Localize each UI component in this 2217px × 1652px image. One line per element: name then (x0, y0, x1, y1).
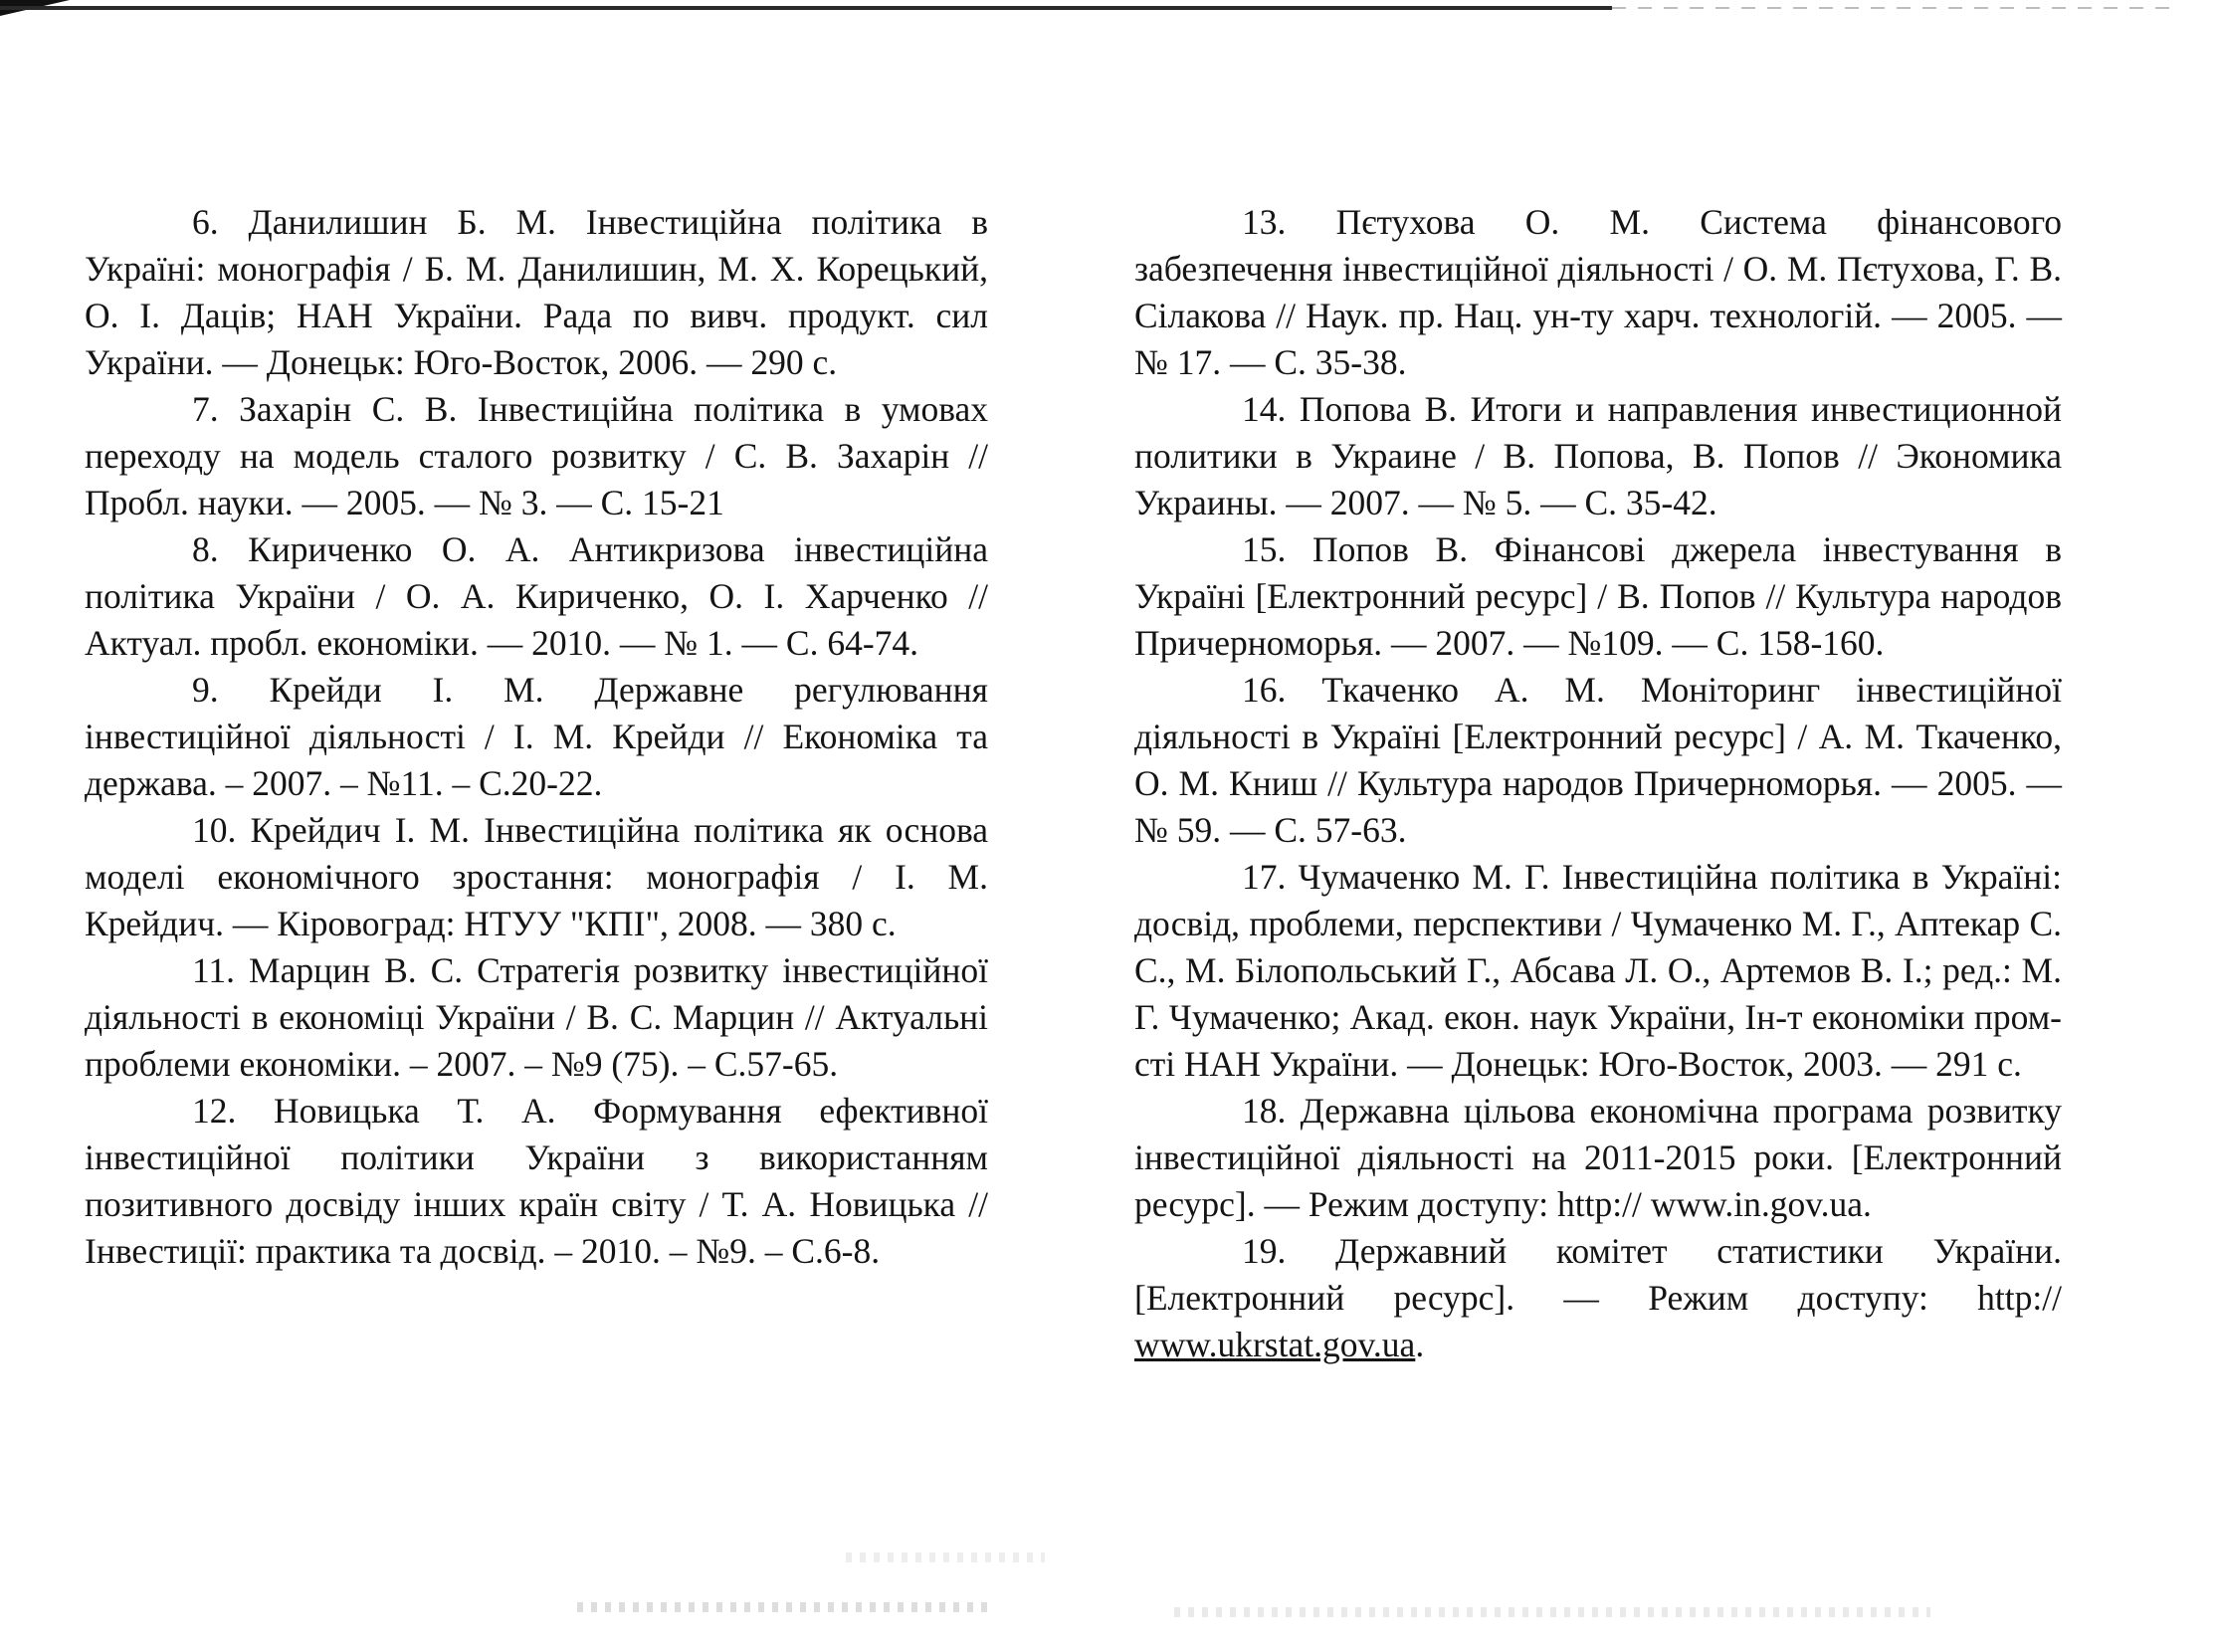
scan-artifact (846, 1552, 1045, 1562)
reference-14: 14. Попова В. Итоги и направления инвестиционной политики в Украине / В. Попова, В. Попов // Экономика Украины. — 2007. — № 5. — С. 35-42. (1134, 389, 2062, 522)
reference-15: 15. Попов В. Фінансові джерела інвестування в Україні [Електронний ресурс] / В. Попов // Культура народов Причерноморья. — 2007. — №109. — С. 158-160. (1134, 529, 2062, 663)
reference-19-end: . (1415, 1325, 1425, 1364)
reference-8: 8. Кириченко О. А. Антикризова інвестиційна політика України / О. А. Кириченко, О. І. Харченко // Актуал. пробл. економіки. — 2010. — № 1. — С. 64-74. (85, 529, 988, 663)
reference-19 (1134, 1228, 2062, 1368)
scan-artifact (577, 1602, 995, 1612)
reference-6: 6. Данилишин Б. М. Інвестиційна політика в Україні: монографія / Б. М. Данилишин, М. Х. Корецький, О. І. Даців; НАН України. Рада по вивч. продукт. сил України. — Донецьк: Юго-Восток, 2006. — 290 с. (85, 202, 988, 382)
reference-7: 7. Захарін С. В. Інвестиційна політика в умовах переходу на модель сталого розвитку / С. В. Захарін // Пробл. науки. — 2005. — № 3. — С. 15-21 (85, 389, 988, 522)
reference-16: 16. Ткаченко А. М. Моніторинг інвестиційної діяльності в Україні [Електронний ресурс] / А. М. Ткаченко, О. М. Книш // Культура народов Причерноморья. — 2005. — № 59. — С. 57-63. (1134, 670, 2062, 850)
reference-19-text: 19. Державний комітет статистики України. [Електронний ресурс]. — Режим доступу: http:// (1134, 1231, 2062, 1318)
top-rule (0, 6, 1612, 10)
reference-17: 17. Чумаченко М. Г. Інвестиційна політика в Україні: досвід, проблеми, перспективи / Чумаченко М. Г., Аптекар С. С., М. Білопольський Г., Абсава Л. О., Артемов В. І.; ред.: М. Г. Чумаченко; Акад. екон. наук України, Ін-т економіки пром-сті НАН України. — Донецьк: Юго-Восток, 2003. — 291 с. (1134, 857, 2062, 1084)
reference-9: 9. Крейди І. М. Державне регулювання інвестиційної діяльності / І. М. Крейди // Економіка та держава. – 2007. – №11. – С.20-22. (85, 670, 988, 803)
reference-12: 12. Новицька Т. А. Формування ефективної інвестиційної політики України з використанням позитивного досвіду інших країн світу / Т. А. Новицька // Інвестиції: практика та досвід. – 2010. – №9. – С.6-8. (85, 1091, 988, 1271)
references-right-column (1134, 199, 2062, 1368)
top-rule-faint (1612, 7, 2169, 9)
reference-10: 10. Крейдич І. М. Інвестиційна політика як основа моделі економічного зростання: монографія / І. М. Крейдич. — Кіровоград: НТУУ "КПІ", 2008. — 380 с. (85, 810, 988, 943)
reference-11: 11. Марцин В. С. Стратегія розвитку інвестиційної діяльності в економіці України / В. С. Марцин // Актуальні проблеми економіки. – 2007. – №9 (75). – С.57-65. (85, 950, 988, 1084)
reference-18: 18. Державна цільова економічна програма розвитку інвестиційної діяльності на 2011-2015 роки. [Електронний ресурс]. — Режим доступу: http:// www.in.gov.ua. (1134, 1091, 2062, 1224)
reference-13: 13. Пєтухова О. М. Система фінансового забезпечення інвестиційної діяльності / О. М. Пєтухова, Г. В. Сілакова // Наук. пр. Нац. ун-ту харч. технологій. — 2005. — № 17. — С. 35-38. (1134, 202, 2062, 382)
references-left-column (85, 199, 988, 1275)
ukrstat-link[interactable]: www.ukrstat.gov.ua (1134, 1325, 1416, 1364)
scan-artifact (1174, 1607, 1930, 1617)
